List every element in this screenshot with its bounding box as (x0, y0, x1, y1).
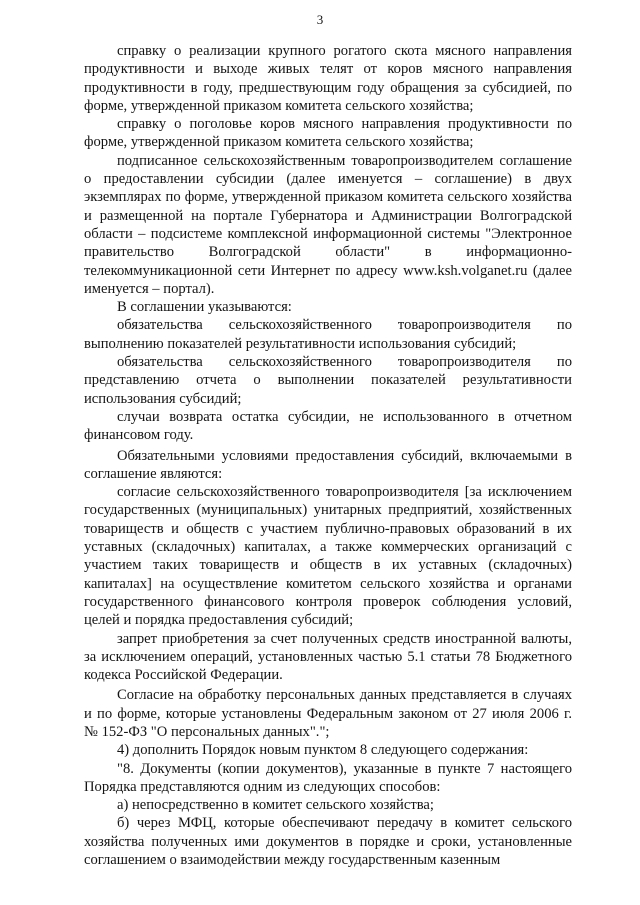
paragraph-12: 4) дополнить Порядок новым пунктом 8 следующего содержания: (117, 742, 529, 759)
paragraph-14: а) непосредственно в комитет сельского хозяйства; (117, 797, 434, 814)
paragraph-3: подписанное сельскохозяйственным товаропроизводителем соглашение о предоставлении субсидии (далее именуется – соглашение) в двух экземплярах по форме, утвержденной приказом комитета сельского хозяйства и размещенной на портале Губернатора и Администрации Волгоградской области – подсистеме комплексной информационной системы "Электронное правительство Волгоградской области" в информационно-телекоммуникационной сети Интернет по адресу www.ksh.volganet.ru (далее именуется – портал). (84, 152, 572, 297)
paragraph-1: справку о реализации крупного рогатого скота мясного направления продуктивности и выходе живых телят от коров мясного направления продуктивности в году, предшествующим году обращения за субсидией, по форме, утвержденной приказом комитета сельского хозяйства; (84, 43, 572, 114)
paragraph-15: б) через МФЦ, которые обеспечивают передачу в комитет сельского хозяйства полученных ими документов в порядке и сроки, установленные соглашением о взаимодействии между государственным казенным (84, 815, 572, 869)
paragraph-11: Согласие на обработку персональных данных представляется в случаях и по форме, которые установлены Федеральным законом от 27 июля 2006 г. № 152-ФЗ "О персональных данных"."; (84, 687, 572, 740)
paragraph-7: случаи возврата остатка субсидии, не использованного в отчетном финансовом году. (84, 408, 572, 444)
paragraph-2: справку о поголовье коров мясного направления продуктивности по форме, утвержденной приказом комитета сельского хозяйства; (84, 116, 572, 151)
paragraph-6: обязательства сельскохозяйственного товаропроизводителя по представлению отчета о выполнении показателей результативности использования субсидий; (84, 354, 572, 407)
paragraph-10: запрет приобретения за счет полученных средств иностранной валюты, за исключением операций, установленных частью 5.1 статьи 78 Бюджетного кодекса Российской Федерации. (84, 630, 572, 684)
document-body (84, 42, 572, 869)
paragraph-5: обязательства сельскохозяйственного товаропроизводителя по выполнению показателей результативности использования субсидий; (84, 317, 572, 352)
paragraph-13: "8. Документы (копии документов), указанные в пункте 7 настоящего Порядка представляются одним из следующих способов: (84, 760, 572, 795)
paragraph-4: В соглашении указываются: (117, 299, 292, 316)
paragraph-9: согласие сельскохозяйственного товаропроизводителя [за исключением государственных (муниципальных) унитарных предприятий, хозяйственных товариществ и обществ с участием публично-правовых образований в их уставных (складочных) капиталах, а также коммерческих организаций с участием таких товариществ и обществ в их уставных (складочных) капиталах] на осуществление комитетом сельского хозяйства и органами государственного финансового контроля проверок соблюдения условий, целей и порядка предоставления субсидий; (84, 484, 572, 629)
paragraph-8: Обязательными условиями предоставления субсидий, включаемыми в соглашение являются: (84, 447, 572, 482)
page-number: 3 (316, 12, 324, 27)
